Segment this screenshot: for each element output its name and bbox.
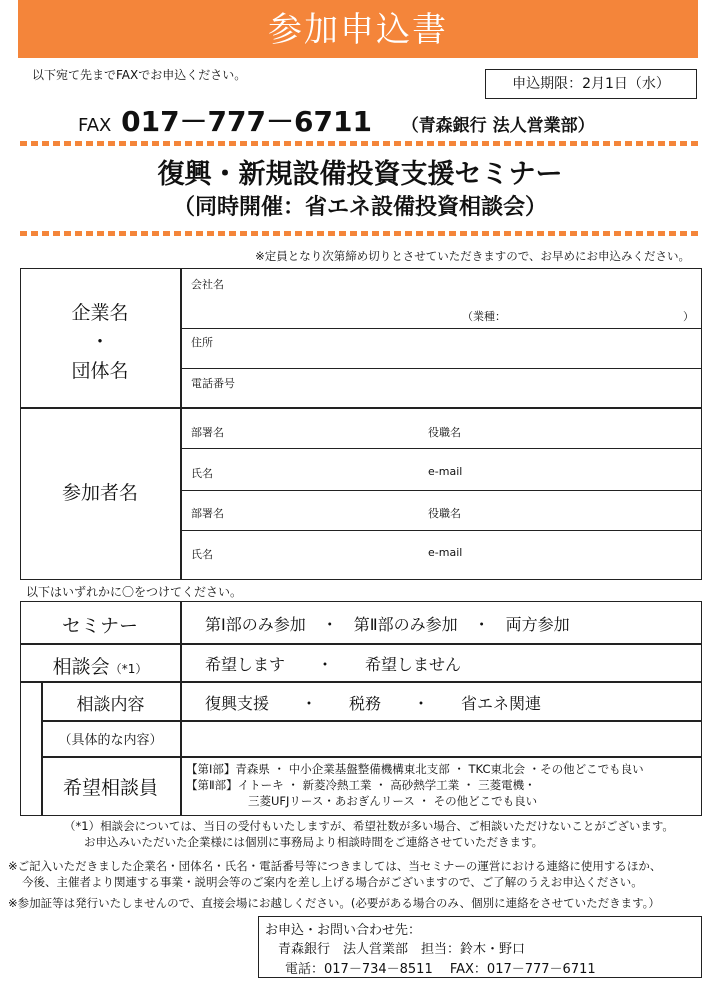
contact-phone-fax: 電話：017－734－8511 FAX：017－777－6711 [285, 962, 596, 977]
dept-field-1[interactable]: 部署名 [191, 426, 224, 439]
email-field-1[interactable]: e-mail [428, 465, 463, 478]
dotted-divider-bottom [20, 231, 698, 236]
deadline-badge: 申込期限：2月1日（水） [485, 69, 697, 99]
consultant-label: 希望相談員 [62, 777, 158, 799]
name-field-1[interactable]: 氏名 [191, 467, 213, 480]
consult-content-options[interactable]: 復興支援 ・ 税務 ・ 省エネ関連 [205, 694, 542, 713]
footnote-1: （*1）相談会については、当日の受付もいたしますが、希望社数が多い場合、ご相談いただけないことがございます。 [64, 819, 674, 833]
dotted-divider-top [20, 141, 698, 146]
position-field-2[interactable]: 役職名 [428, 507, 461, 520]
company-name-field[interactable]: 会社名 [191, 278, 224, 291]
email-field-2[interactable]: e-mail [428, 546, 463, 559]
name-field-2[interactable]: 氏名 [191, 548, 213, 561]
specific-content-field[interactable] [182, 722, 700, 755]
seminar-title: 復興・新規設備投資支援セミナー [157, 159, 563, 190]
privacy-note: ※ご記入いただきました企業名・団体名・氏名・電話番号等につきましては、当セミナーの運営における連絡に使用するほか、 [8, 859, 662, 873]
dept-field-2[interactable]: 部署名 [191, 507, 224, 520]
company-label: 企業名 ・ 団体名 [71, 302, 129, 382]
address-field[interactable]: 住所 [191, 336, 213, 349]
contact-bank: 青森銀行 法人営業部 担当：鈴木・野口 [278, 942, 526, 957]
ticket-note: ※参加証等は発行いたしませんので、直接会場にお越しください。(必要がある場合のみ、個別に連絡をさせていただきます。） [8, 896, 660, 910]
phone-field[interactable]: 電話番号 [191, 377, 235, 390]
fax-line [78, 100, 595, 140]
seminar-subtitle: （同時開催：省エネ設備投資相談会） [172, 195, 547, 220]
page-title: 参加申込書 [18, 0, 698, 58]
specific-content-label: （具体的な内容） [58, 733, 163, 748]
footnote-1-cont: お申込みいただいた企業様には個別に事務局より相談時間をご連絡させていただきます。 [84, 835, 544, 849]
capacity-note: ※定員となり次第締め切りとさせていただきますので、お早めにお申込みください。 [255, 249, 690, 263]
consult-label: 相談会（*1） [52, 656, 148, 678]
industry-close: ） [683, 310, 694, 323]
consultant-part2-cont[interactable]: 三菱UFJリース・あおぎんリース ・ その他どこでも良い [248, 794, 538, 808]
circle-instruction: 以下はいずれかに〇をつけてください。 [26, 585, 243, 599]
consult-options[interactable]: 希望します ・ 希望しません [205, 655, 462, 674]
position-field-1[interactable]: 役職名 [428, 426, 461, 439]
contact-heading: お申込・お問い合わせ先： [265, 923, 422, 938]
fax-number: 017－777－6711 [121, 105, 372, 138]
fax-bank: （青森銀行 法人営業部） [401, 116, 595, 136]
consultant-part1[interactable]: 【第Ⅰ部】青森県 ・ 中小企業基盤整備機構東北支部 ・ TKC東北会 ・その他どこでも良い [186, 762, 644, 776]
consult-content-label: 相談内容 [76, 695, 145, 715]
fax-label: FAX [78, 115, 112, 136]
participant-label: 参加者名 [61, 482, 138, 504]
fax-instruction: 以下宛て先までFAXでお申込ください。 [32, 68, 247, 82]
industry-field[interactable]: （業種： [462, 310, 506, 323]
seminar-options[interactable]: 第Ⅰ部のみ参加 ・ 第Ⅱ部のみ参加 ・ 両方参加 [205, 615, 570, 634]
consultant-part2[interactable]: 【第Ⅱ部】イトーキ ・ 新菱冷熱工業 ・ 高砂熱学工業 ・ 三菱電機・ [186, 778, 536, 792]
seminar-label: セミナー [61, 615, 138, 637]
privacy-note-cont: 今後、主催者より関連する事業・説明会等のご案内を差し上げる場合がございますので、ご了解のうえお申込ください。 [22, 875, 643, 889]
